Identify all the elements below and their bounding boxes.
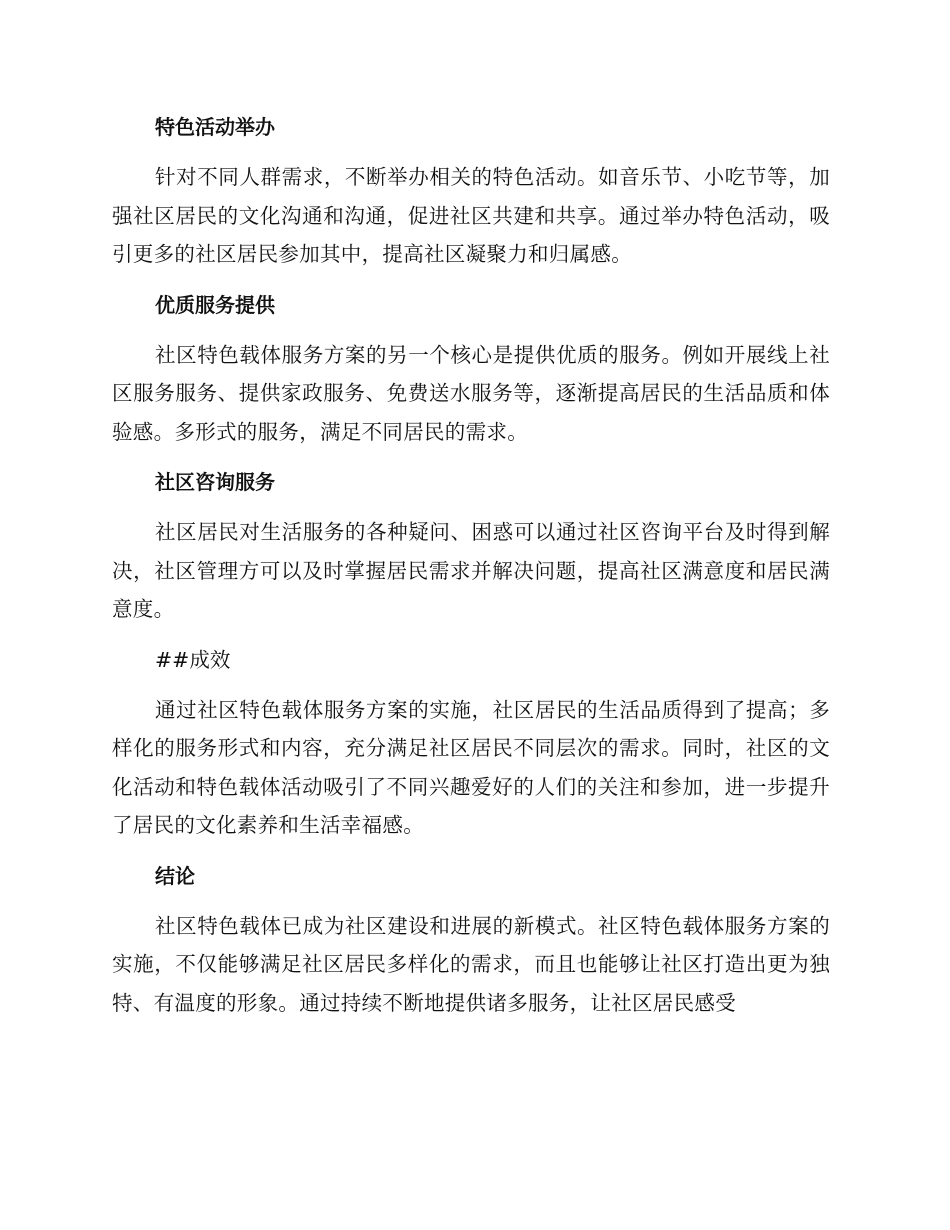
section-heading-services: 优质服务提供: [155, 292, 275, 317]
paragraph-activities: 针对不同人群需求，不断举办相关的特色活动。如音乐节、小吃节等，加强社区居民的文化沟通和沟通，促进社区共建和共享。通过举办特色活动，吸引更多的社区居民参加其中，提高社区凝聚力和归属感。: [112, 165, 830, 266]
section-heading-results: ##成效: [155, 647, 231, 672]
paragraph-conclusion: 社区特色载体已成为社区建设和进展的新模式。社区特色载体服务方案的实施，不仅能够满足社区居民多样化的需求，而且也能够让社区打造出更为独特、有温度的形象。通过持续不断地提供诸多服务，让社区居民感受: [112, 913, 830, 1015]
section-heading-activities: 特色活动举办: [155, 115, 275, 139]
paragraph-services: 社区特色载体服务方案的另一个核心是提供优质的服务。例如开展线上社区服务服务、提供家政服务、免费送水服务等，逐渐提高居民的生活品质和体验感。多形式的服务，满足不同居民的需求。: [112, 342, 830, 444]
section-heading-conclusion: 结论: [155, 863, 195, 888]
document-body: [112, 108, 830, 1034]
paragraph-results: 通过社区特色载体服务方案的实施，社区居民的生活品质得到了提高；多样化的服务形式和内容，充分满足社区居民不同层次的需求。同时，社区的文化活动和特色载体活动吸引了不同兴趣爱好的人们的关注和参加，进一步提升了居民的文化素养和生活幸福感。: [112, 697, 830, 837]
section-heading-consulting: 社区咨询服务: [155, 470, 275, 494]
paragraph-consulting: 社区居民对生活服务的各种疑问、困惑可以通过社区咨询平台及时得到解决，社区管理方可以及时掌握居民需求并解决问题，提高社区满意度和居民满意度。: [112, 520, 830, 621]
